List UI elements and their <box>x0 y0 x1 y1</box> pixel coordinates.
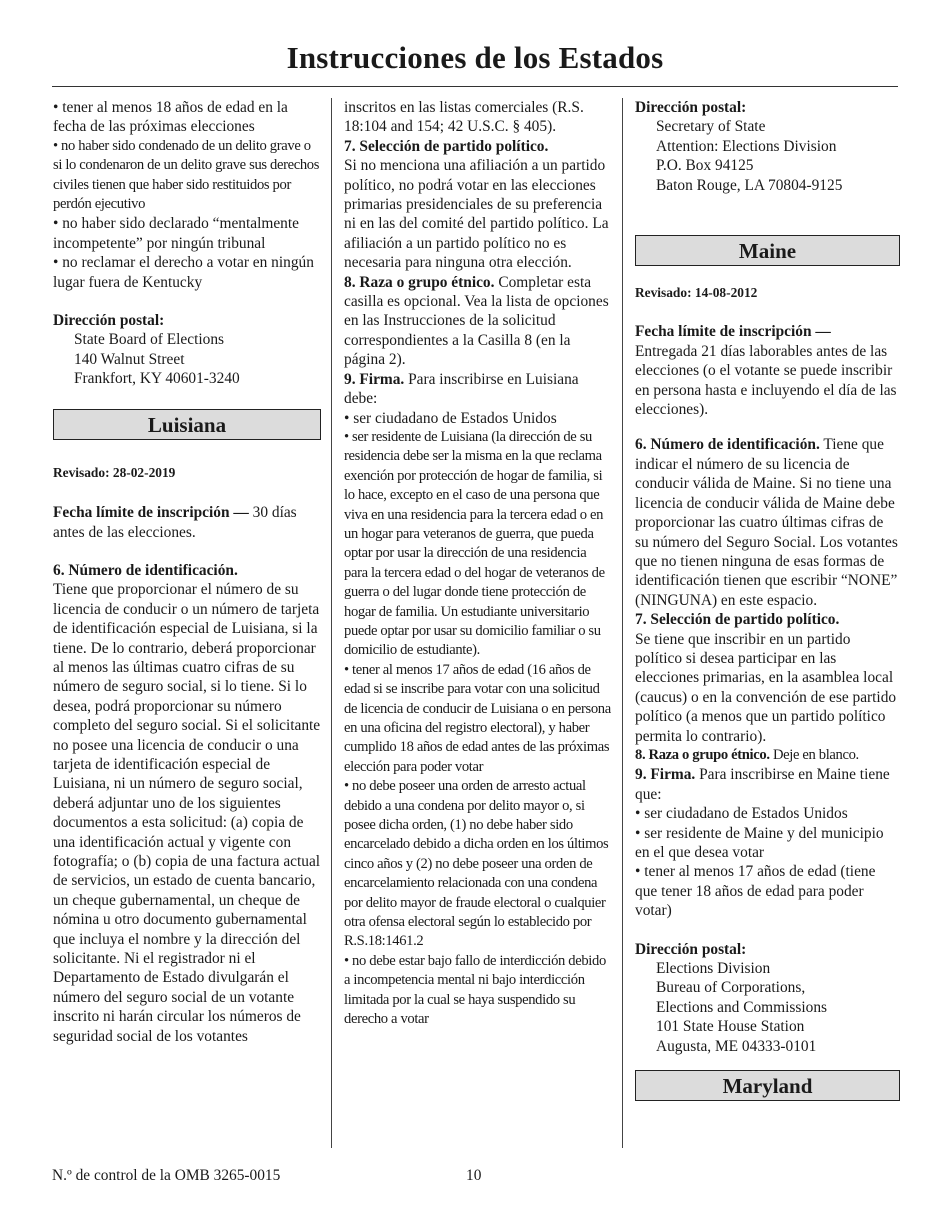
maine-requirement-citizen: • ser ciudadano de Estados Unidos <box>635 805 848 823</box>
luisiana-address-line: Baton Rouge, LA 70804-9125 <box>656 176 843 194</box>
luisiana-id-text: Tiene que proporcionar el número de su licencia de conducir o un número de tarjeta de identificación especial de Luisiana, si la tiene. De lo contrario, deberá proporcionar al menos las últimas cuatro cifras de su número de seguro social, si lo tiene. Si lo desea, podrá proporcionar su número completo del seguro social. Si el solicitante no posee una licencia de conducir o una tarjeta de identificación especial de Luisiana, ni un número de seguro social, deberá adjuntar uno de los siguientes documentos a esta solicitud: (a) copia de una identificación actual y vigente con fotografía; o (b) copia de una factura actual de servicios, un estado de cuenta bancario, un cheque gubernamental, un cheque de nómina u otro documento gubernamental que incluya el nombre y la dirección del solicitante. Ni el registrador ni el Departamento de Estado divulgarán el número del seguro social de un votante inscrito ni harán circular los números de seguridad social de los votantes <box>53 581 321 1045</box>
maine-signature: 9. Firma. Para inscribirse en Maine tiene que: <box>635 766 890 803</box>
maine-address-line: Elections and Commissions <box>656 998 828 1016</box>
maine-party-text: Se tiene que inscribir en un partido político si desea participar en las elecciones primarias, en la asamblea local (caucus) o en la convención de ese partido político (a menos que un partido político permita lo contrario). <box>635 630 897 745</box>
maine-address-line: 101 State House Station <box>656 1018 805 1036</box>
column-1 <box>53 98 321 1046</box>
luisiana-requirement-citizen: • ser ciudadano de Estados Unidos <box>344 409 557 427</box>
luisiana-race: 8. Raza o grupo étnico. Completar esta casilla es opcional. Vea la lista de opciones en las Instrucciones de la solicitud correspondientes a la Casilla 8 (en la página 2). <box>344 273 609 369</box>
state-header-maine: Maine <box>635 235 900 266</box>
luisiana-mailing-label: Dirección postal: <box>635 99 747 116</box>
luisiana-party-label: 7. Selección de partido político. <box>344 137 549 155</box>
page-number: 10 <box>466 1167 482 1184</box>
column-2 <box>344 98 612 1030</box>
maine-mailing-label: Dirección postal: <box>635 940 747 958</box>
maine-race: 8. Raza o grupo étnico. Deje en blanco. <box>635 746 859 763</box>
kentucky-address-line: State Board of Elections <box>74 331 225 349</box>
page-title: Instrucciones de los Estados <box>286 40 664 75</box>
maine-address-line: Bureau of Corporations, <box>656 979 806 997</box>
column-divider-2 <box>622 98 623 1148</box>
kentucky-address-line: 140 Walnut Street <box>74 350 185 368</box>
omb-control-number: N.º de control de la OMB 3265-0015 <box>52 1167 281 1184</box>
luisiana-requirement-interdiction: • no debe estar bajo fallo de interdicción debido a incompetencia mental ni bajo interdicción limitada por la cual se haya suspendido su derecho a votar <box>344 952 606 1028</box>
kentucky-requirement-age: • tener al menos 18 años de edad en la fecha de las próximas elecciones <box>53 99 288 136</box>
maine-party-label: 7. Selección de partido político. <box>635 611 840 629</box>
luisiana-address-line: P.O. Box 94125 <box>656 157 754 175</box>
maine-address-line: Elections Division <box>656 960 771 978</box>
luisiana-requirement-residence: • ser residente de Luisiana (la dirección de su residencia debe ser la misma en la que reclama exención por protección de hogar de familia, si lo hace, excepto en el caso de una persona que viva en una residencia para la tercera edad o en un hogar para veteranos de guerra, que pueda optar por usar la dirección de una residencia para la tercera edad o del hogar de veteranos de guerra o del lugar donde tiene protección de hogar de familia. Un estudiante universitario puede optar por usar su domicilio familiar o su domicilio de estudiante). <box>344 428 605 659</box>
maine-requirement-residence: • ser residente de Maine y del municipio en el que desea votar <box>635 824 884 861</box>
luisiana-party-text: Si no menciona una afiliación a un partido político, no podrá votar en las elecciones primarias presidenciales de su preferencia ni en las del comité del partido político. La afiliación a un partido político no es necesaria para ninguna otra elección. <box>344 157 609 272</box>
title-divider <box>52 86 898 87</box>
luisiana-revised-date: Revisado: 28-02-2019 <box>53 464 176 480</box>
luisiana-id-label: 6. Número de identificación. <box>53 561 238 579</box>
column-3 <box>635 98 900 1101</box>
luisiana-signature: 9. Firma. Para inscribirse en Luisiana debe: <box>344 370 579 408</box>
luisiana-requirement-warrant: • no debe poseer una orden de arresto actual debido a una condena por delito mayor o, si posee dicha orden, (1) no debe haber sido encarcelado debido a dicha orden en los últimos cinco años y (2) no debe poseer una orden de encarcelamiento relacionada con una condena por delito mayor de fraude electoral o cualquier otra ofensa electoral según lo establecido por R.S.18:1461.2 <box>344 778 609 950</box>
maine-deadline-text: Entregada 21 días laborables antes de las elecciones (o el votante se puede inscribir en persona hasta e incluyendo el día de las elecciones). <box>635 342 897 419</box>
maine-requirement-age: • tener al menos 17 años de edad (tiene que tener 18 años de edad para poder votar) <box>635 863 876 920</box>
maine-revised-date: Revisado: 14-08-2012 <box>635 285 758 301</box>
maine-deadline-label: Fecha límite de inscripción — <box>635 323 831 341</box>
state-header-maryland: Maryland <box>635 1070 900 1101</box>
kentucky-mailing-label: Dirección postal: <box>53 312 165 330</box>
state-header-luisiana: Luisiana <box>53 409 321 440</box>
kentucky-requirement-competence: • no haber sido declarado “mentalmente incompetente” por ningún tribunal <box>53 215 299 252</box>
luisiana-address-line: Attention: Elections Division <box>656 137 837 155</box>
kentucky-address-line: Frankfort, KY 40601-3240 <box>74 370 240 388</box>
luisiana-requirement-age: • tener al menos 17 años de edad (16 años de edad si se inscribe para votar con una solicitud de licencia de conducir de Luisiana o en persona en una oficina del registro electoral), y haber cumplido 18 años de edad antes de las próximas elección para poder votar <box>344 661 611 775</box>
kentucky-requirement-felony: • no haber sido condenado de un delito grave o si lo condenaron de un delito grave sus derechos civiles tienen que haber sido restituidos por perdón ejecutivo <box>53 137 320 213</box>
luisiana-id-text-continued: inscritos en las listas comerciales (R.S. 18:104 and 154; 42 U.S.C. § 405). <box>344 99 584 136</box>
maine-address-line: Augusta, ME 04333-0101 <box>656 1037 817 1055</box>
luisiana-address-line: Secretary of State <box>656 118 766 136</box>
luisiana-deadline: Fecha límite de inscripción — 30 días antes de las elecciones. <box>53 504 297 541</box>
column-divider-1 <box>331 98 332 1148</box>
kentucky-requirement-residence: • no reclamar el derecho a votar en ningún lugar fuera de Kentucky <box>53 254 314 291</box>
maine-id: 6. Número de identificación. Tiene que indicar el número de su licencia de conducir válida de Maine. Si no tiene una licencia de conducir válida de Maine debe proporcionar las cuatro últimas cifras de su número del Seguro Social. Los votantes que no tienen ninguna de esas formas de identificación tienen que escribir “NONE” (NINGUNA) en este espacio. <box>635 436 898 609</box>
